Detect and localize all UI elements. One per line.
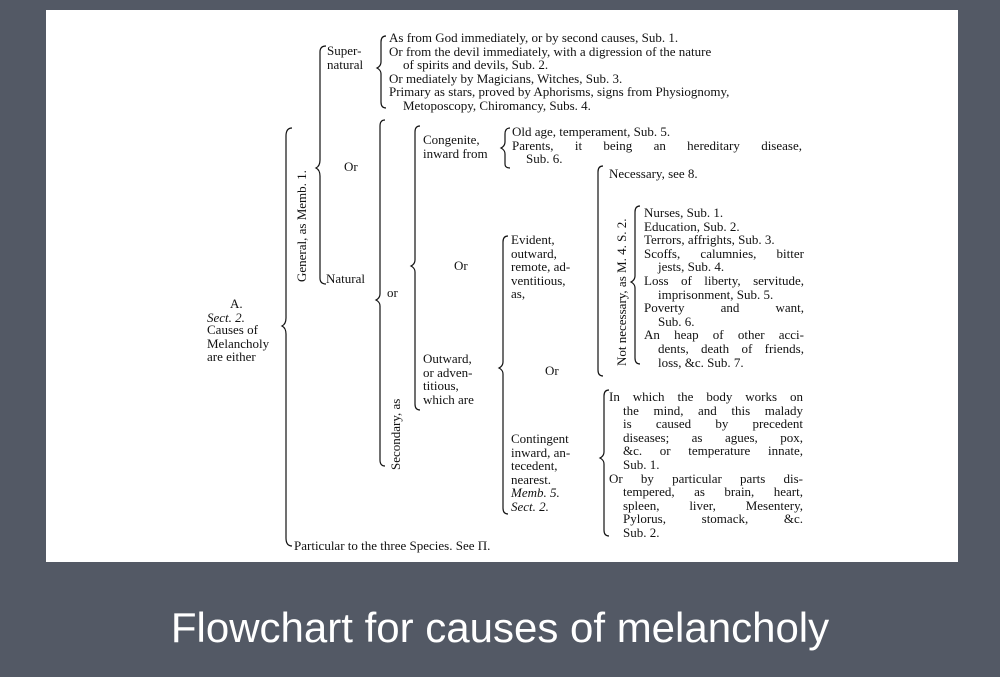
not-necessary-item: jests, Sub. 4. (658, 259, 725, 275)
evident-line: Evident, (511, 232, 555, 247)
body-on-mind-line: the mind, and this malady (623, 402, 803, 418)
or-outward: Or (545, 363, 559, 378)
secondary-label: Secondary, as (388, 398, 403, 470)
not-necessary-item: Loss of liberty, servitude, (644, 272, 804, 288)
body-on-mind-line: diseases; as agues, pox, (623, 429, 803, 445)
congenite-label (423, 133, 488, 160)
body-on-mind-line: In which the body works on (609, 389, 803, 404)
contingent-brace (600, 390, 609, 536)
root-text (207, 323, 269, 364)
evident-line: ventitious, (511, 272, 566, 288)
outward-brace (499, 236, 508, 514)
necessary-text: Necessary, see 8. (609, 166, 698, 181)
not-necessary-item: dents, death of friends, (658, 340, 804, 356)
root-line: Melancholy (207, 335, 270, 351)
supernatural-label-line: natural (327, 56, 364, 72)
root-sect: Sect. 2. (207, 310, 245, 325)
congenite-item: Parents, it being an hereditary disease, (512, 137, 802, 153)
outward-line: or adven- (423, 364, 473, 380)
supernatural-item: of spirits and devils, Sub. 2. (403, 57, 549, 73)
contingent-text (511, 432, 570, 514)
particular-text: Particular to the three Species. See Π. (294, 538, 491, 553)
supernatural-brace (377, 36, 386, 108)
supernatural-item: As from God immediately, or by second causes, Sub. 1. (389, 30, 679, 45)
outward-text (423, 352, 474, 406)
supernatural-label (327, 44, 363, 71)
contingent-line: Memb. 5. (511, 485, 560, 501)
slide-caption: Flowchart for causes of melancholy (170, 604, 830, 651)
body-on-mind-line: spleen, liver, Mesentery, (623, 497, 803, 513)
root-line: are either (207, 349, 256, 365)
contingent-line: Sect. 2. (511, 498, 549, 514)
not-necessary-items (644, 206, 804, 369)
congenite-item: Old age, temperament, Sub. 5. (512, 124, 671, 139)
outward-line: which are (423, 391, 474, 407)
general-brace (316, 46, 326, 284)
not-necessary-label: Not necessary, as M. 4. S. 2. (614, 218, 629, 366)
or-natural: or (387, 285, 398, 300)
congenite-label-line: Congenite, (423, 132, 480, 147)
body-on-mind-line: Sub. 2. (623, 524, 660, 540)
supernatural-item: Primary as stars, proved by Aphorisms, signs from Physiognomy, (389, 84, 730, 100)
body-on-mind-line: Sub. 1. (623, 456, 660, 472)
or-secondary: Or (454, 258, 468, 273)
body-on-mind-line: is caused by precedent (623, 416, 803, 432)
contingent-line: tecedent, (511, 458, 558, 474)
evident-text (511, 233, 570, 301)
outward-line: titious, (423, 378, 459, 394)
or-general: Or (344, 159, 358, 174)
not-necessary-item: Scoffs, calumnies, bitter (644, 245, 804, 261)
not-necessary-item: Poverty and want, (644, 300, 804, 316)
not-necessary-item: An heap of other acci- (644, 327, 804, 343)
not-necessary-item: Education, Sub. 2. (644, 218, 740, 234)
root-brace (282, 128, 292, 546)
secondary-brace (411, 126, 420, 410)
root-line: Causes of (207, 322, 258, 337)
not-necessary-item: imprisonment, Sub. 5. (658, 286, 774, 302)
supernatural-item: Or mediately by Magicians, Witches, Sub. 3. (389, 70, 623, 86)
evident-line: as, (511, 286, 526, 302)
body-on-mind-text (609, 390, 803, 540)
general-label: General, as Memb. 1. (294, 170, 309, 282)
not-necessary-item: Nurses, Sub. 1. (644, 205, 724, 220)
evident-brace (598, 166, 603, 376)
contingent-line: inward, an- (511, 444, 571, 460)
supernatural-label-line: Super- (327, 43, 362, 58)
body-on-mind-line: Or by particular parts dis- (609, 470, 803, 486)
contingent-line: nearest. (511, 471, 552, 487)
body-on-mind-line: tempered, as brain, heart, (623, 484, 803, 500)
not-necessary-brace (631, 206, 640, 364)
not-necessary-item: Terrors, affrights, Sub. 3. (644, 232, 775, 248)
evident-line: outward, (511, 245, 557, 261)
congenite-items (512, 125, 802, 166)
congenite-label-line: inward from (423, 145, 488, 161)
root-label: A. (230, 296, 243, 311)
outward-line: Outward, (423, 351, 472, 366)
body-on-mind-line: &c. or temperature innate, (623, 443, 803, 459)
evident-line: remote, ad- (511, 259, 571, 275)
natural-brace (376, 120, 385, 466)
congenite-item: Sub. 6. (526, 151, 563, 167)
body-on-mind-line: Pylorus, stomack, &c. (623, 511, 803, 527)
not-necessary-item: loss, &c. Sub. 7. (658, 354, 744, 370)
supernatural-items (389, 31, 803, 113)
supernatural-item: Or from the devil immediately, with a digression of the nature (389, 43, 712, 59)
not-necessary-item: Sub. 6. (658, 313, 695, 329)
contingent-line: Contingent (511, 431, 569, 446)
congenite-brace (501, 128, 510, 168)
natural-label: Natural (326, 271, 365, 286)
supernatural-item: Metoposcopy, Chiromancy, Subs. 4. (403, 97, 591, 113)
